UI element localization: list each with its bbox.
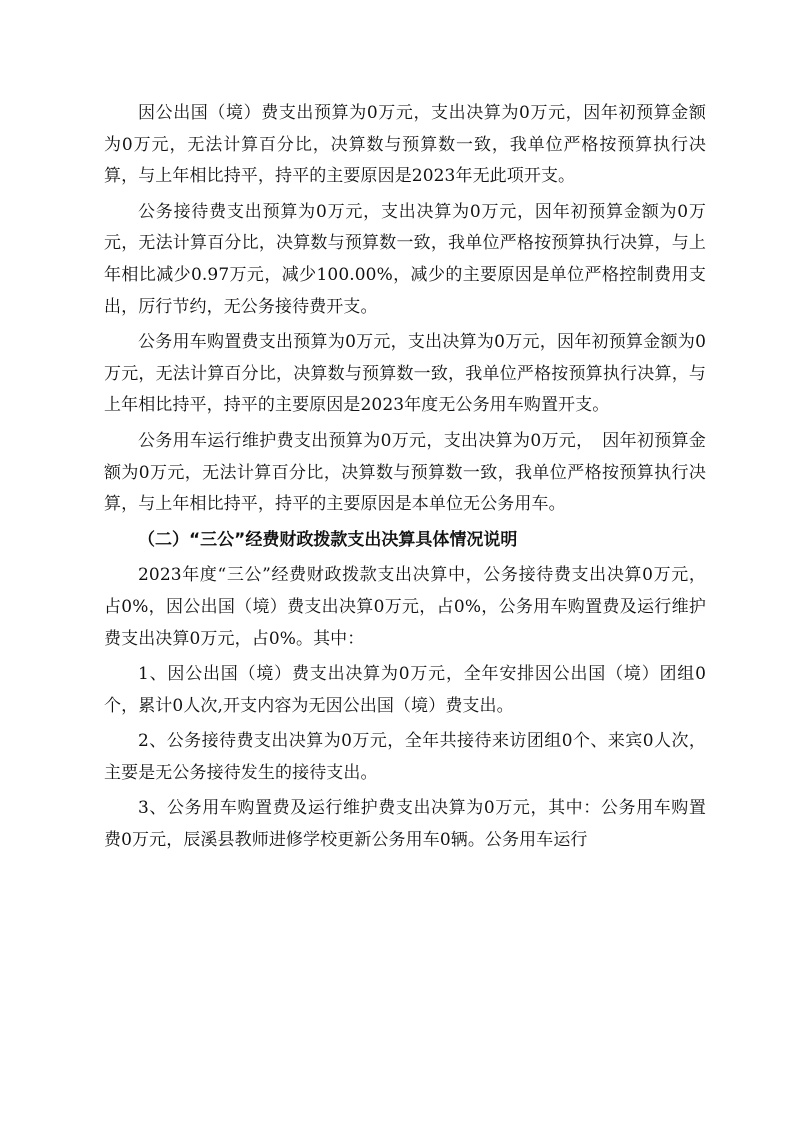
paragraph-item-2-reception: 2、公务接待费支出决算为0万元，全年共接待来访团组0个、来宾0人次，主要是无公务接待发生的接待支出。 bbox=[104, 731, 706, 783]
paragraph-item-3-vehicles: 3、公务用车购置费及运行维护费支出决算为0万元，其中：公务用车购置费0万元，辰溪县教师进修学校更新公务用车0辆。公务用车运行 bbox=[104, 798, 706, 851]
paragraph-vehicle-maintenance-expense: 公务用车运行维护费支出预算为0万元，支出决算为0万元， 因年初预算金额为0万元，无法计算百分比，决算数与预算数一致，我单位严格按预算执行决算，与上年相比持平，持平的主要原因是本单位无公务用车。 bbox=[104, 430, 706, 515]
paragraph-item-1-overseas: 1、因公出国（境）费支出决算为0万元，全年安排因公出国（境）团组0个，累计0人次,开支内容为无因公出国（境）费支出。 bbox=[104, 664, 706, 716]
paragraph-vehicle-purchase-expense: 公务用车购置费支出预算为0万元，支出决算为0万元，因年初预算金额为0万元，无法计算百分比，决算数与预算数一致，我单位严格按预算执行决算，与上年相比持平，持平的主要原因是2023年度无公务用车购置开支。 bbox=[104, 332, 706, 416]
paragraph-overseas-travel-expense: 因公出国（境）费支出预算为0万元，支出决算为0万元，因年初预算金额为0万元，无法计算百分比，决算数与预算数一致，我单位严格按预算执行决算，与上年相比持平，持平的主要原因是2023年无此项开支。 bbox=[104, 103, 706, 187]
document-body bbox=[104, 98, 706, 861]
section-heading: （二）“三公”经费财政拨款支出决算具体情况说明 bbox=[138, 529, 518, 550]
paragraph-three-public-summary: 2023年度“三公”经费财政拨款支出决算中，公务接待费支出决算0万元，占0%，因公出国（境）费支出决算0万元，占0%，公务用车购置费及运行维护费支出决算0万元，占0%。其中： bbox=[104, 565, 706, 649]
paragraph-official-reception-expense: 公务接待费支出预算为0万元，支出决算为0万元，因年初预算金额为0万元，无法计算百分比，决算数与预算数一致，我单位严格按预算执行决算，与上年相比减少0.97万元，减少100.00%，减少的主要原因是单位严格控制费用支出，厉行节约，无公务接待费开支。 bbox=[104, 201, 706, 317]
